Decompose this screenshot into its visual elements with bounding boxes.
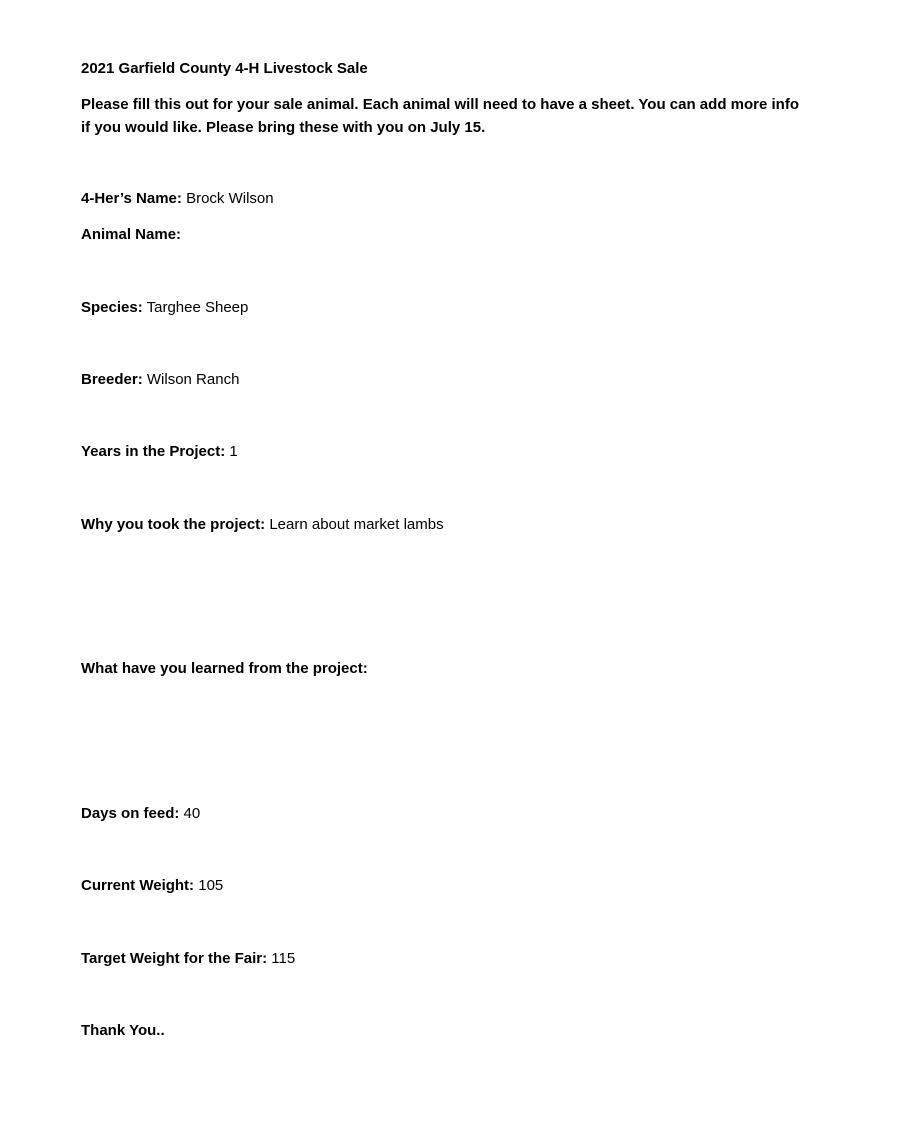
field-years bbox=[81, 442, 238, 462]
field-animal-name bbox=[81, 225, 181, 245]
field-days-on-feed-label: Days on feed: bbox=[81, 805, 180, 822]
field-target-weight bbox=[81, 949, 295, 969]
field-why bbox=[81, 515, 444, 535]
field-target-weight-value: 115 bbox=[271, 950, 296, 967]
instructions bbox=[81, 93, 841, 139]
field-name bbox=[81, 189, 274, 209]
field-name-value: Brock Wilson bbox=[186, 190, 274, 207]
field-current-weight-value: 105 bbox=[198, 877, 224, 894]
field-breeder-value: Wilson Ranch bbox=[146, 371, 240, 388]
field-current-weight-label: Current Weight: bbox=[81, 877, 195, 894]
field-years-label: Years in the Project: bbox=[81, 443, 226, 460]
document-title: 2021 Garfield County 4-H Livestock Sale bbox=[81, 60, 368, 77]
field-why-value: Learn about market lambs bbox=[269, 516, 444, 533]
field-species-label: Species: bbox=[81, 299, 143, 316]
field-learned bbox=[81, 659, 368, 679]
field-years-value: 1 bbox=[229, 443, 238, 460]
field-target-weight-label: Target Weight for the Fair: bbox=[81, 950, 268, 967]
closing-text: Thank You.. bbox=[81, 1022, 165, 1039]
field-animal-name-label: Animal Name: bbox=[81, 226, 182, 243]
field-why-label: Why you took the project: bbox=[81, 516, 266, 533]
field-name-label: 4-Her’s Name: bbox=[81, 190, 182, 207]
field-species-value: Targhee Sheep bbox=[146, 299, 249, 316]
field-species bbox=[81, 298, 248, 318]
field-current-weight bbox=[81, 876, 223, 896]
instructions-line-1: Please fill this out for your sale animal. Each animal will need to have a sheet. You can add more info bbox=[81, 96, 799, 113]
field-breeder-label: Breeder: bbox=[81, 371, 143, 388]
instructions-line-2: if you would like. Please bring these with you on July 15. bbox=[81, 119, 486, 136]
field-breeder bbox=[81, 370, 239, 390]
field-days-on-feed bbox=[81, 804, 200, 824]
field-days-on-feed-value: 40 bbox=[183, 805, 201, 822]
field-learned-label: What have you learned from the project: bbox=[81, 660, 368, 677]
